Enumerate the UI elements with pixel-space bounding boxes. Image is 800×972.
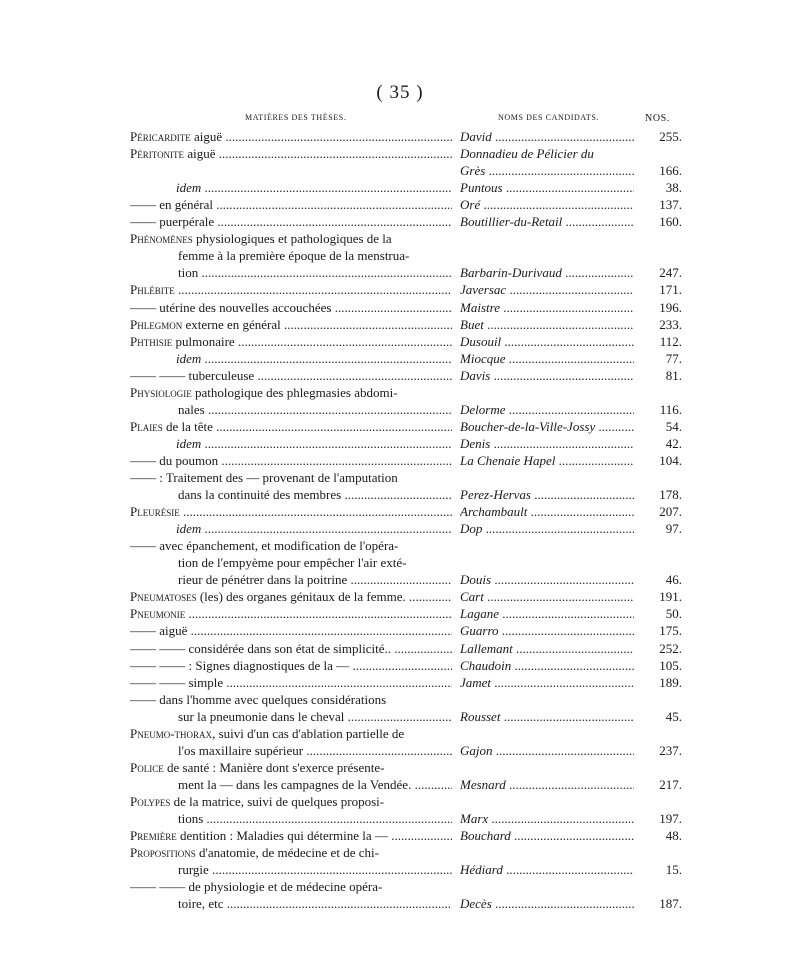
- entry-text: aiguë: [190, 129, 223, 144]
- entry-text: —— puerpérale: [130, 214, 215, 230]
- entry-number: 191.: [659, 589, 682, 605]
- entry-subject: [130, 367, 452, 384]
- entry-line: [0, 435, 800, 452]
- entry-text: physiologiques et pathologiques de la: [192, 231, 392, 247]
- entry-line: [0, 640, 800, 657]
- entry-candidate-name: [460, 196, 634, 213]
- entry-text: idem: [176, 435, 202, 451]
- entry-text: toire, etc: [178, 896, 224, 912]
- entry-subject: [176, 350, 452, 367]
- entry-text: —— —— simple: [130, 674, 224, 690]
- entry-candidate-name: [460, 486, 634, 503]
- entry-line: [0, 605, 800, 622]
- entry-line: [0, 827, 800, 844]
- entry-candidate-name: [460, 299, 634, 316]
- entry-line: [0, 452, 800, 469]
- candidate-name-text: Dusouil: [460, 333, 502, 349]
- entry-line: [0, 247, 800, 264]
- entry-text: idem: [176, 350, 202, 366]
- entry-line: [0, 554, 800, 571]
- entry-number: 237.: [659, 742, 682, 758]
- candidate-name-text: Douis: [460, 572, 492, 588]
- entry-number: 77.: [665, 350, 682, 366]
- candidate-name-text: Davis: [460, 367, 491, 383]
- header-candidate-names: NOMS DES CANDIDATS.: [498, 113, 599, 122]
- candidate-name-text: Barbarin-Durivaud: [460, 265, 562, 281]
- entry-line: [0, 708, 800, 725]
- entry-heading: Polypes: [130, 793, 171, 809]
- entry-subject: [130, 640, 452, 657]
- candidate-name-text: David: [460, 129, 492, 144]
- entry-subject: [130, 759, 452, 776]
- entry-candidate-name: [460, 571, 634, 588]
- entry-subject: [178, 895, 452, 912]
- entry-candidate-name: [460, 316, 634, 333]
- entry-line: [0, 503, 800, 520]
- entry-heading: Péricardite: [130, 129, 191, 144]
- entry-candidate-name: [460, 640, 634, 657]
- entry-candidate-name: [460, 401, 634, 418]
- entry-text: tion de l'empyème pour empêcher l'air exté-: [178, 555, 407, 571]
- entry-line: [0, 230, 800, 247]
- entry-subject: [130, 844, 452, 861]
- entry-number: 175.: [659, 623, 682, 639]
- entry-heading: Phénomènes: [130, 231, 193, 247]
- header-numbers: NOS.: [645, 113, 670, 124]
- entry-text: , suivi d'un cas d'ablation partielle de: [212, 725, 405, 741]
- entry-text: —— —— de physiologie et de médecine opéra-: [130, 879, 383, 895]
- entry-number: 166.: [659, 163, 682, 179]
- entry-subject: [178, 554, 452, 571]
- entry-line: [0, 878, 800, 895]
- entry-line: [0, 622, 800, 639]
- entry-number: 81.: [665, 367, 682, 383]
- entry-candidate-name: [460, 520, 634, 537]
- candidate-name-text: Marx: [460, 811, 489, 826]
- candidate-name-text: Maistre: [460, 299, 500, 315]
- entry-candidate-name: [460, 452, 634, 469]
- candidate-name-text: Mesnard: [460, 776, 506, 792]
- entry-number: 97.: [665, 521, 682, 537]
- candidate-name-text: Dop: [460, 521, 483, 537]
- entry-subject: [130, 878, 452, 895]
- candidate-name-text: Delorme: [460, 401, 506, 417]
- entry-line: [0, 895, 800, 912]
- entry-subject: [130, 452, 452, 469]
- entry-heading: Phlegmon: [130, 316, 183, 332]
- entry-heading: Plaies: [130, 418, 163, 434]
- entry-text: —— en général: [130, 197, 214, 213]
- entry-subject: [130, 196, 452, 213]
- entry-text: rieur de pénétrer dans la poitrine: [178, 572, 348, 588]
- entry-number: 196.: [659, 299, 682, 315]
- entry-subject: [130, 622, 452, 639]
- entry-line: [0, 384, 800, 401]
- entry-line: [0, 333, 800, 350]
- entry-number: 171.: [659, 282, 682, 298]
- entry-text: —— utérine des nouvelles accouchées: [130, 299, 332, 315]
- candidate-name-text: Chaudoin: [460, 657, 512, 673]
- entry-text: sur la pneumonie dans le cheval: [178, 708, 345, 724]
- candidate-name-text: Archambault: [460, 504, 528, 520]
- entry-text: —— —— considérée dans son état de simplicité..: [130, 640, 392, 656]
- candidate-name-text: Miocque: [460, 350, 506, 366]
- candidate-name-text: Boutillier-du-Retail: [460, 214, 563, 230]
- entry-subject: [130, 299, 452, 316]
- column-headers: [0, 113, 800, 127]
- entry-candidate-name: [460, 264, 634, 281]
- entry-text: tions: [178, 811, 204, 826]
- entry-text: nales: [178, 401, 205, 417]
- entry-line: [0, 367, 800, 384]
- entry-number: 104.: [659, 452, 682, 468]
- entry-subject: [176, 435, 452, 452]
- entry-heading: Phlébite: [130, 282, 175, 298]
- entry-text: idem: [176, 521, 202, 537]
- entry-line: [0, 162, 800, 179]
- entry-subject: [178, 264, 452, 281]
- entry-subject: [178, 247, 452, 264]
- entry-candidate-name: [460, 162, 634, 179]
- entry-subject: [130, 674, 452, 691]
- entry-number: 217.: [659, 776, 682, 792]
- entry-line: [0, 520, 800, 537]
- candidate-name-text: Grès: [460, 163, 486, 179]
- candidate-name-text: Javersac: [460, 282, 507, 298]
- entry-subject: [178, 861, 452, 878]
- entry-subject: [130, 657, 452, 674]
- entry-line: [0, 350, 800, 367]
- entry-candidate-name: [460, 827, 634, 844]
- entry-heading: Pneumatoses: [130, 589, 197, 605]
- entry-subject: [130, 145, 452, 162]
- candidate-name-text: Denis: [460, 435, 491, 451]
- entry-line: [0, 742, 800, 759]
- entry-subject: [130, 605, 452, 622]
- entry-subject: [130, 128, 452, 145]
- entry-number: 189.: [659, 674, 682, 690]
- entry-line: [0, 281, 800, 298]
- entry-number: 48.: [665, 828, 682, 844]
- entry-heading: Première: [130, 828, 177, 844]
- entry-number: 105.: [659, 657, 682, 673]
- entry-line: [0, 793, 800, 810]
- entry-text: de la tête: [162, 418, 213, 434]
- entry-subject: [130, 537, 452, 554]
- entry-subject: [130, 691, 452, 708]
- entry-line: [0, 725, 800, 742]
- candidate-name-text: Perez-Hervas: [460, 487, 531, 503]
- entry-line: [0, 196, 800, 213]
- entry-heading: Péritonite: [130, 146, 185, 162]
- entry-line: [0, 486, 800, 503]
- entry-text: dentition : Maladies qui détermine la —: [176, 828, 388, 844]
- entry-candidate-name: [460, 367, 634, 384]
- entry-candidate-name: [460, 333, 634, 350]
- entry-candidate-name: [460, 674, 634, 691]
- entry-line: [0, 776, 800, 793]
- entry-text: de santé : Manière dont s'exerce présente-: [163, 759, 385, 775]
- entry-text: dans la continuité des membres: [178, 487, 342, 503]
- entry-line: [0, 810, 800, 827]
- entry-subject: [178, 401, 452, 418]
- entry-number: 15.: [665, 862, 682, 878]
- entry-candidate-name: [460, 895, 634, 912]
- candidate-name-text: Gajon: [460, 742, 493, 758]
- entry-text: —— du poumon: [130, 452, 219, 468]
- entry-text: pulmonaire: [172, 333, 235, 349]
- entry-candidate-name: [460, 503, 634, 520]
- entry-text: l'os maxillaire supérieur: [178, 742, 304, 758]
- entry-line: [0, 264, 800, 281]
- entry-heading: Pneumonie: [130, 606, 186, 622]
- entry-text: —— avec épanchement, et modification de l'opéra-: [130, 538, 399, 554]
- entry-line: [0, 674, 800, 691]
- entry-line: [0, 418, 800, 435]
- entry-subject: [130, 827, 452, 844]
- entry-heading: Propositions: [130, 845, 196, 861]
- entry-text: pathologique des phlegmasies abdomi-: [191, 384, 398, 400]
- entry-subject: [178, 486, 452, 503]
- candidate-name-text: Guarro: [460, 623, 499, 639]
- entry-candidate-name: [460, 179, 634, 196]
- entry-candidate-name: [460, 128, 634, 145]
- candidate-name-text: Lagane: [460, 606, 499, 622]
- entry-number: 54.: [665, 418, 682, 434]
- entry-subject: [130, 418, 452, 435]
- entry-candidate-name: [460, 418, 634, 435]
- entry-candidate-name: [460, 281, 634, 298]
- entry-number: 178.: [659, 487, 682, 503]
- entry-text: —— : Traitement des — provenant de l'amputation: [130, 470, 398, 485]
- entry-text: tion: [178, 265, 199, 281]
- candidate-name-text: Rousset: [460, 708, 501, 724]
- entry-number: 116.: [659, 401, 682, 417]
- entry-text: —— dans l'homme avec quelques considérations: [130, 691, 387, 707]
- header-subjects: MATIÈRES DES THÈSES.: [245, 113, 347, 122]
- entry-number: 42.: [665, 435, 682, 451]
- entry-number: 50.: [665, 606, 682, 622]
- entry-candidate-name: [460, 213, 634, 230]
- entry-subject: [178, 571, 452, 588]
- entry-text: —— aiguë: [130, 623, 188, 639]
- entry-candidate-name: [460, 145, 634, 162]
- entry-text: —— —— tuberculeuse: [130, 367, 255, 383]
- entry-subject: [130, 230, 452, 247]
- entry-line: [0, 213, 800, 230]
- entry-subject: [130, 588, 452, 605]
- candidate-name-text: Cart: [460, 589, 484, 605]
- entry-number: 207.: [659, 504, 682, 520]
- entry-candidate-name: [460, 435, 634, 452]
- entry-line: [0, 469, 800, 486]
- entry-number: 252.: [659, 640, 682, 656]
- entry-line: [0, 401, 800, 418]
- entry-heading: Phthisie: [130, 333, 173, 349]
- entry-text: femme à la première époque de la menstrua-: [178, 248, 410, 264]
- entry-candidate-name: [460, 708, 634, 725]
- page-number: ( 35 ): [376, 82, 424, 103]
- entry-number: 160.: [659, 214, 682, 230]
- entry-subject: [178, 810, 452, 827]
- entry-candidate-name: [460, 588, 634, 605]
- entry-candidate-name: [460, 742, 634, 759]
- entry-line: [0, 128, 800, 145]
- entry-line: [0, 299, 800, 316]
- entry-subject: [130, 469, 452, 486]
- entry-candidate-name: [460, 657, 634, 674]
- entry-candidate-name: [460, 776, 634, 793]
- entry-number: 45.: [665, 708, 682, 724]
- entry-subject: [130, 793, 452, 810]
- candidate-name-text: La Chenaie Hapel: [460, 452, 556, 468]
- entry-subject: [130, 725, 452, 742]
- entry-candidate-name: [460, 810, 634, 827]
- entry-number: 112.: [659, 333, 682, 349]
- entry-heading: Police: [130, 759, 164, 775]
- entry-line: [0, 537, 800, 554]
- entry-line: [0, 657, 800, 674]
- entry-subject: [178, 776, 452, 793]
- entry-subject: [130, 213, 452, 230]
- entry-candidate-name: [460, 350, 634, 367]
- entry-number: 46.: [665, 572, 682, 588]
- candidate-name-text: Boucher-de-la-Ville-Jossy: [460, 418, 596, 434]
- entry-heading: Physiologie: [130, 384, 192, 400]
- entry-heading: Pneumo-thorax: [130, 725, 213, 741]
- entry-candidate-name: [460, 605, 634, 622]
- entry-heading: Pleurésie: [130, 504, 180, 520]
- entry-number: 233.: [659, 316, 682, 332]
- entry-subject: [130, 281, 452, 298]
- entry-subject: [130, 384, 452, 401]
- entry-line: [0, 588, 800, 605]
- entry-subject: [130, 503, 452, 520]
- candidate-name-text: Buet: [460, 316, 484, 332]
- entry-subject: [178, 708, 452, 725]
- candidate-name-text: Bouchard: [460, 828, 511, 844]
- entry-line: [0, 861, 800, 878]
- candidate-name-text: Decès: [460, 896, 492, 912]
- entry-number: 197.: [659, 811, 682, 826]
- entry-subject: [130, 316, 452, 333]
- candidate-name-text: Jamet: [460, 674, 492, 690]
- entry-text: d'anatomie, de médecine et de chi-: [195, 845, 379, 861]
- candidate-name-text: Puntous: [460, 180, 503, 196]
- candidate-name-text: Donnadieu de Pélicier du: [460, 146, 594, 162]
- candidate-name-text: Oré: [460, 197, 481, 213]
- entry-text: externe en général: [182, 316, 281, 332]
- candidate-name-text: Lallemant: [460, 640, 513, 656]
- entry-line: [0, 571, 800, 588]
- entry-number: 38.: [665, 180, 682, 196]
- entry-number: 247.: [659, 265, 682, 281]
- entry-number: 137.: [659, 197, 682, 213]
- entry-subject: [176, 520, 452, 537]
- entry-number: 187.: [659, 896, 682, 912]
- entry-line: [0, 691, 800, 708]
- entry-subject: [130, 333, 452, 350]
- entry-line: [0, 844, 800, 861]
- entry-text: idem: [176, 180, 202, 196]
- entry-text: ment la — dans les campagnes de la Vendée.: [178, 776, 412, 792]
- entry-candidate-name: [460, 622, 634, 639]
- entry-text: —— —— : Signes diagnostiques de la —: [130, 657, 350, 673]
- entry-text: de la matrice, suivi de quelques proposi-: [170, 793, 385, 809]
- entry-line: [0, 759, 800, 776]
- entry-line: [0, 179, 800, 196]
- entry-number: 255.: [659, 129, 682, 144]
- entry-text: (les) des organes génitaux de la femme.: [196, 589, 406, 605]
- entry-subject: [176, 179, 452, 196]
- entry-line: [0, 316, 800, 333]
- entry-candidate-name: [460, 861, 634, 878]
- entry-subject: [178, 742, 452, 759]
- entry-line: [0, 145, 800, 162]
- candidate-name-text: Hédiard: [460, 862, 503, 878]
- entry-text: rurgie: [178, 862, 209, 878]
- entry-text: aiguë: [184, 146, 216, 162]
